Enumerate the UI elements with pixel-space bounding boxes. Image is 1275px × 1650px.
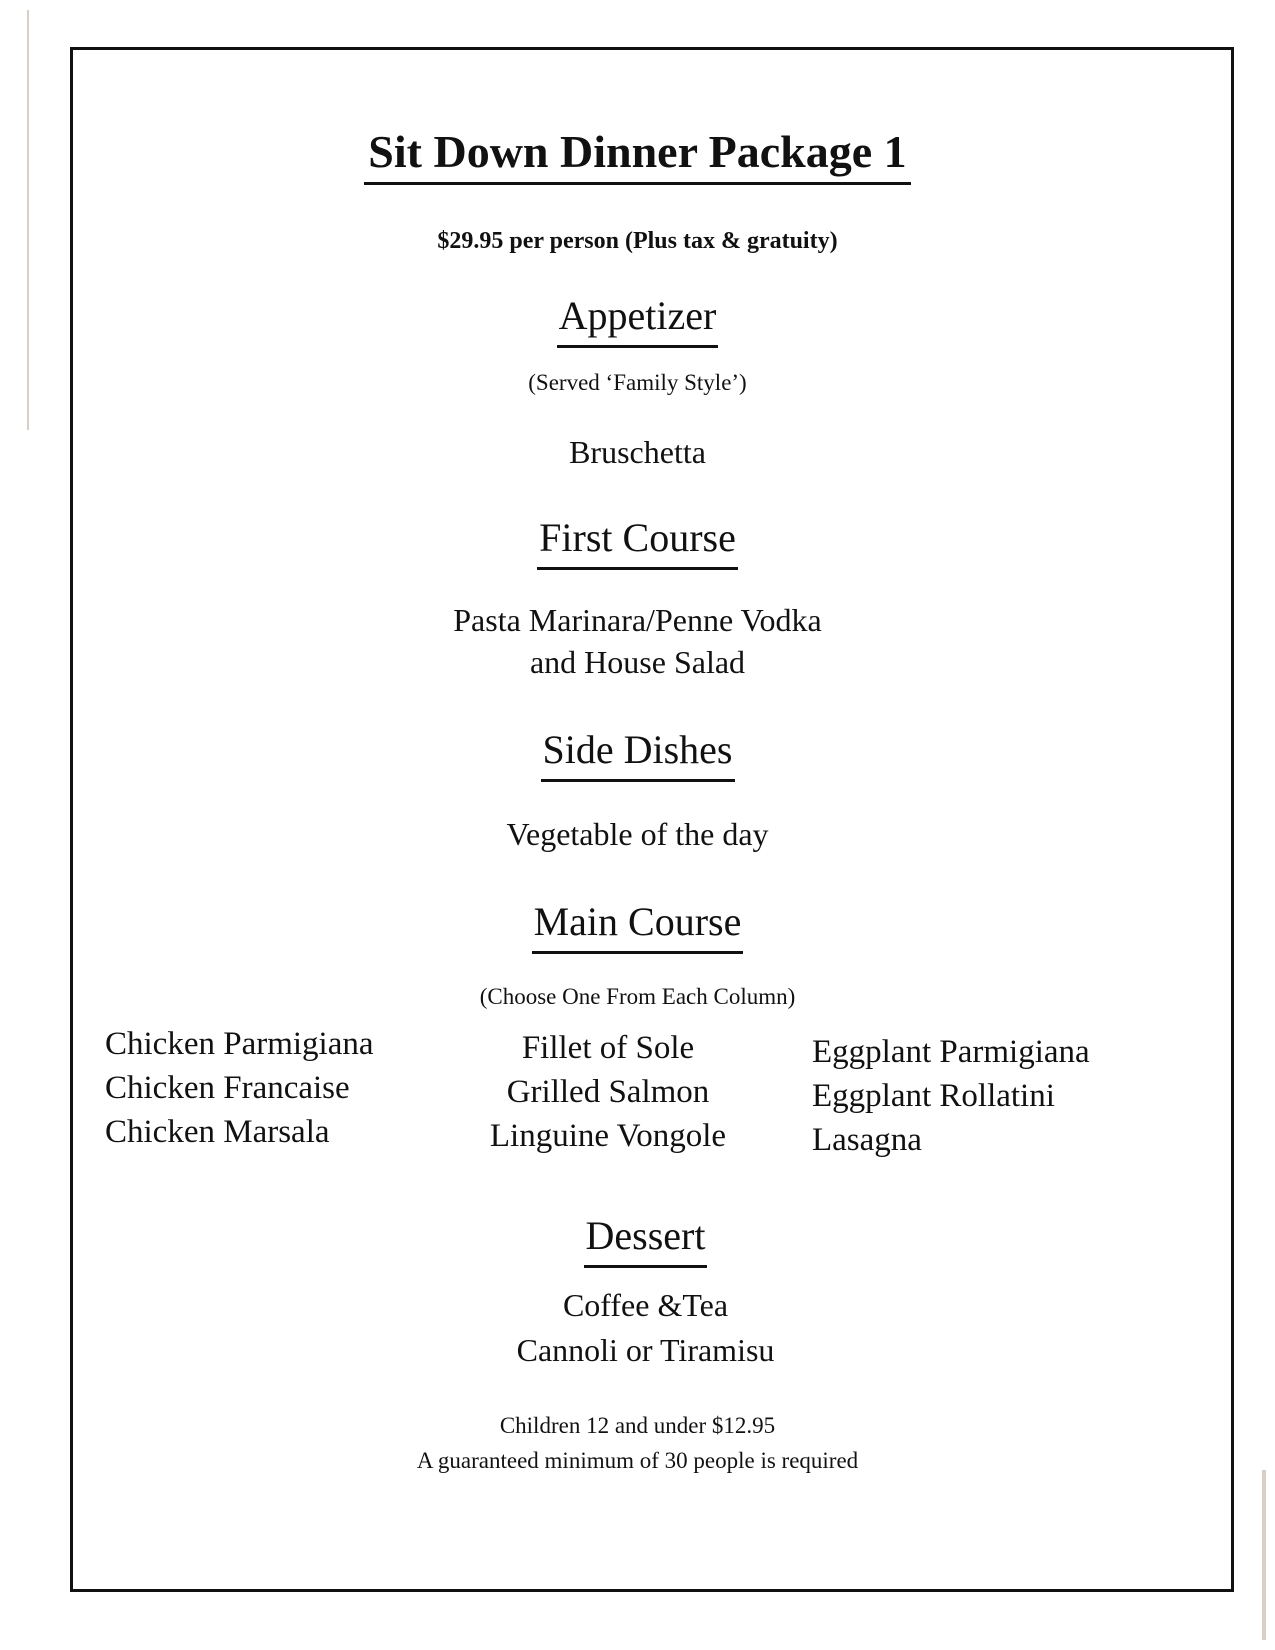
scan-edge-right <box>1262 1470 1266 1640</box>
page-title: Sit Down Dinner Package 1 <box>364 125 910 185</box>
dessert-item: Coffee &Tea <box>562 1287 729 1323</box>
menu-item: Grilled Salmon <box>506 1074 710 1110</box>
menu-item: Fillet of Sole <box>521 1030 695 1066</box>
appetizer-item: Bruschetta <box>569 434 706 470</box>
main-course-heading-block <box>0 898 1275 954</box>
first-course-item: Pasta Marinara/Penne Vodka <box>453 602 822 638</box>
menu-item: Chicken Marsala <box>105 1114 330 1150</box>
menu-item: Lasagna <box>812 1122 922 1158</box>
side-dishes-heading-block <box>0 726 1275 782</box>
first-course-item: and House Salad <box>529 644 746 680</box>
title-block <box>0 125 1275 185</box>
price-line: $29.95 per person (Plus tax & gratuity) <box>437 228 838 254</box>
dessert-item: Cannoli or Tiramisu <box>516 1332 775 1368</box>
menu-item: Chicken Parmigiana <box>105 1026 374 1062</box>
side-dishes-heading: Side Dishes <box>541 726 735 782</box>
side-dishes-item: Vegetable of the day <box>506 816 769 852</box>
menu-item: Eggplant Parmigiana <box>812 1034 1090 1070</box>
menu-item: Chicken Francaise <box>105 1070 350 1106</box>
appetizer-note: (Served ‘Family Style’) <box>528 370 747 395</box>
main-course-note: (Choose One From Each Column) <box>479 984 796 1009</box>
menu-item: Eggplant Rollatini <box>812 1078 1055 1114</box>
appetizer-heading: Appetizer <box>557 292 719 348</box>
main-course-column-chicken <box>105 1022 374 1154</box>
scan-edge-left <box>27 10 29 430</box>
menu-item: Linguine Vongole <box>489 1118 727 1154</box>
main-course-column-eggplant <box>812 1030 1090 1162</box>
main-course-heading: Main Course <box>532 898 744 954</box>
footer-minimum: A guaranteed minimum of 30 people is required <box>416 1448 859 1473</box>
dessert-heading: Dessert <box>584 1212 708 1268</box>
appetizer-heading-block <box>0 292 1275 348</box>
first-course-heading: First Course <box>537 514 738 570</box>
first-course-heading-block <box>0 514 1275 570</box>
dessert-heading-block <box>8 1212 1275 1268</box>
footer-children: Children 12 and under $12.95 <box>499 1413 776 1438</box>
main-course-column-seafood <box>478 1026 738 1158</box>
